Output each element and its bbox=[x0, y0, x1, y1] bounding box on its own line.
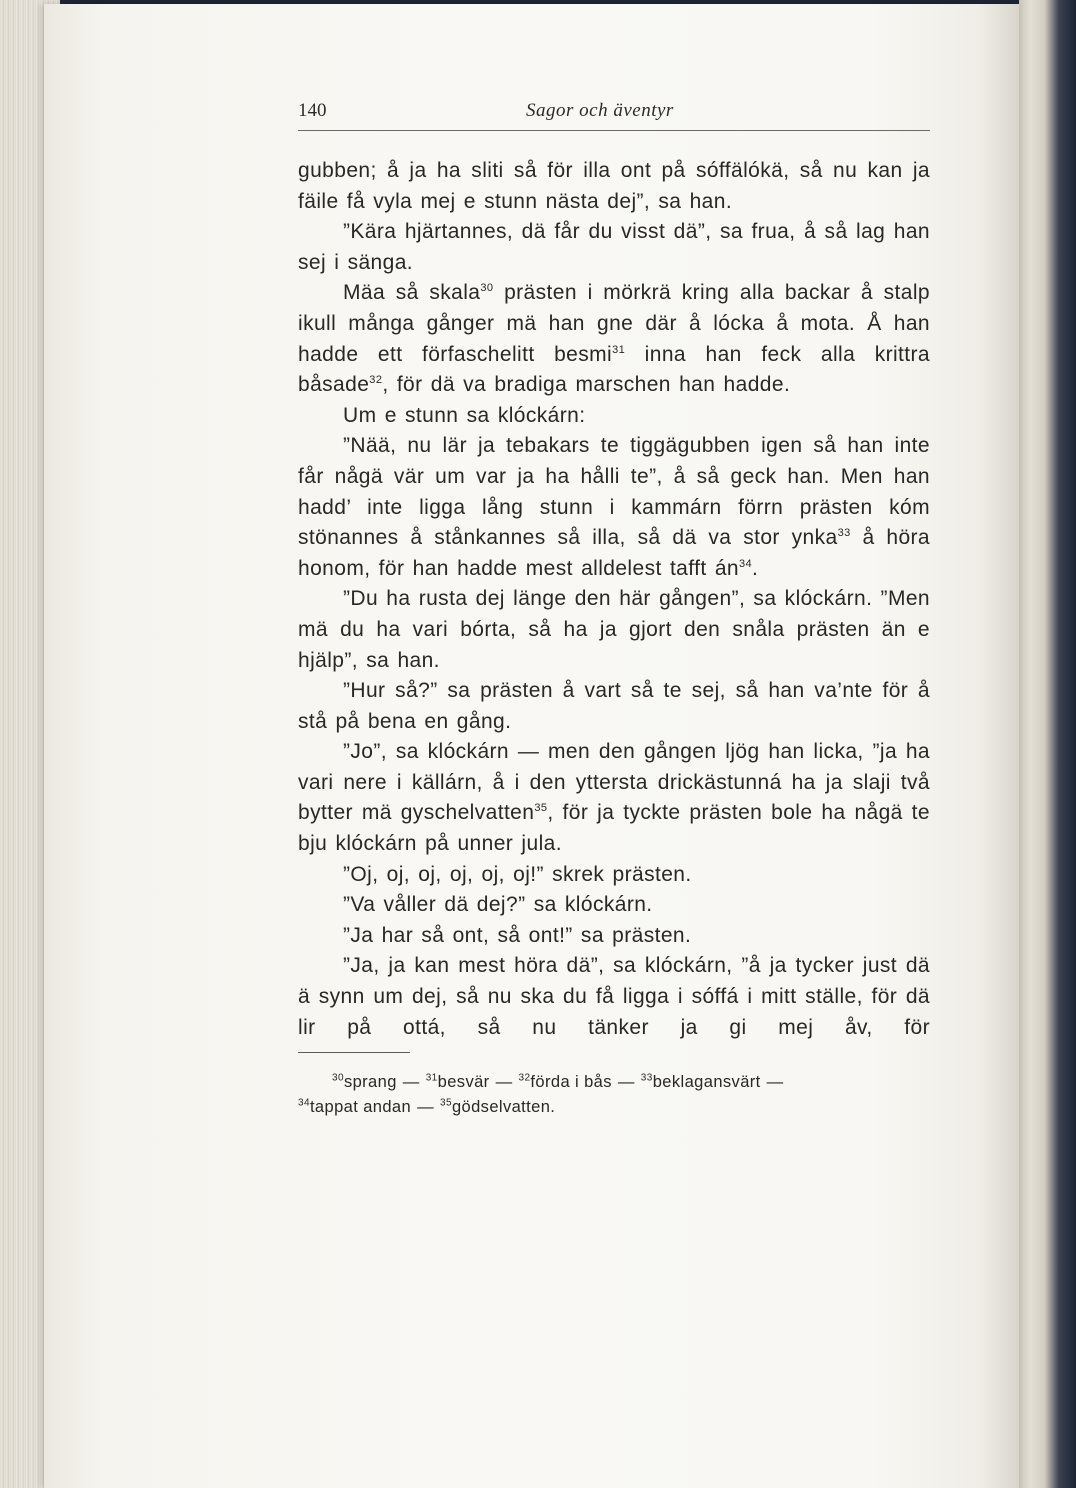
text-run: , för ja tyckte prästen bole ha någä te bju klóckárn på unner jula. bbox=[298, 801, 930, 856]
footnote-ref: 33 bbox=[837, 527, 851, 540]
text-run: ”Oj, oj, oj, oj, oj, oj!” skrek prästen. bbox=[343, 862, 692, 886]
paragraph bbox=[298, 584, 930, 676]
paragraph bbox=[298, 278, 930, 400]
page-header bbox=[298, 100, 930, 131]
paragraph bbox=[298, 921, 930, 952]
paragraph bbox=[298, 676, 930, 737]
text-run: ”Jo”, sa klóckárn — men den gången ljög han licka, ”ja ha vari nere i källárn, å i den yttersta drickästunná ha ja slaji två bytter mä gyschelvatten bbox=[298, 740, 930, 825]
paragraph bbox=[298, 737, 930, 859]
paragraph bbox=[298, 401, 930, 432]
text-run: ”Du ha rusta dej länge den här gången”, sa klóckárn. ”Men mä du ha vari bórta, så ha ja gjort den snåla prästen än e hjälp”, sa han. bbox=[298, 587, 930, 672]
book-binding-edge bbox=[1019, 0, 1076, 1488]
footnote-line: $^{34}$tappat andan — $^{35}$gödselvatten. bbox=[298, 1097, 556, 1116]
footnote-ref: 31 bbox=[612, 343, 626, 356]
text-run: ”Ja, ja kan mest höra dä”, sa klóckárn, ”å ja tycker just dä ä synn um dej, så nu ska du få ligga i sóffá i mitt ställe, för dä lir på ottá, så nu tänker ja gi mej åv, för bbox=[298, 954, 930, 1039]
footnote-ref: 32 bbox=[369, 374, 383, 387]
text-run: inna han feck alla krittra båsade bbox=[298, 342, 930, 397]
running-title: Sagor och äventyr bbox=[526, 100, 674, 121]
footnote-rule bbox=[298, 1052, 410, 1053]
footnote-32: $^{32}$förda i bås bbox=[518, 1072, 612, 1091]
text-run: Um e stunn sa klóckárn: bbox=[343, 403, 586, 427]
text-run: Mäa så skala bbox=[343, 281, 481, 305]
text-run: å höra honom, för han hadde mest alldelest tafft án bbox=[298, 526, 930, 580]
paragraph bbox=[298, 890, 930, 921]
text-run: prästen i mörkrä kring alla backar å stalp ikull många gånger mä han gne där å lócka å mota. Å han hadde ett förfaschelitt besmi bbox=[298, 281, 930, 366]
text-run: . bbox=[752, 556, 759, 580]
text-run: ”Kära hjärtannes, dä får du visst dä”, sa frua, å så lag han sej i sänga. bbox=[298, 220, 930, 274]
body-text bbox=[298, 156, 930, 1043]
text-run: , för dä va bradiga marschen han hadde. bbox=[382, 373, 791, 397]
text-run: ”Hur så?” sa prästen å vart så te sej, så han va’nte för å stå på bena en gång. bbox=[298, 679, 930, 733]
footnotes bbox=[298, 1070, 930, 1120]
text-run: gubben; å ja ha sliti så för illa ont på sóffälókä, så nu kan ja fäile få vyla mej e stunn nästa dej”, sa han. bbox=[298, 159, 930, 213]
footnote-34: $^{34}$tappat andan bbox=[298, 1097, 412, 1116]
footnote-35: $^{35}$gödselvatten. bbox=[440, 1097, 556, 1116]
footnote-33: $^{33}$beklagansvärt bbox=[640, 1072, 761, 1091]
paragraph bbox=[298, 860, 930, 891]
text-run: ”Nää, nu lär ja tebakars te tiggägubben igen så han inte får någä vär um var ja ha hålli te”, å så geck han. Men han hadd’ inte ligga lång stunn i kammárn förrn prästen kóm stönannes å stånkannes så illa, så dä va stor ynka bbox=[298, 434, 930, 550]
paragraph bbox=[298, 431, 930, 584]
footnote-ref: 35 bbox=[534, 802, 548, 815]
footnote-30: $^{30}$sprang bbox=[332, 1072, 397, 1091]
text-run: ”Va våller dä dej?” sa klóckárn. bbox=[343, 893, 653, 917]
footnote-ref: 34 bbox=[738, 557, 753, 570]
paragraph bbox=[298, 156, 930, 217]
paragraph bbox=[298, 217, 930, 278]
footnote-ref: 30 bbox=[480, 282, 494, 295]
paragraph bbox=[298, 951, 930, 1043]
footnote-31: $^{31}$besvär bbox=[425, 1072, 490, 1091]
text-run: ”Ja har så ont, så ont!” sa prästen. bbox=[343, 923, 692, 947]
page-number: 140 bbox=[298, 100, 327, 121]
footnote-line: $^{30}$sprang — $^{31}$besvär — $^{32}$förda i bås — $^{33}$beklagansvärt — bbox=[332, 1072, 784, 1091]
